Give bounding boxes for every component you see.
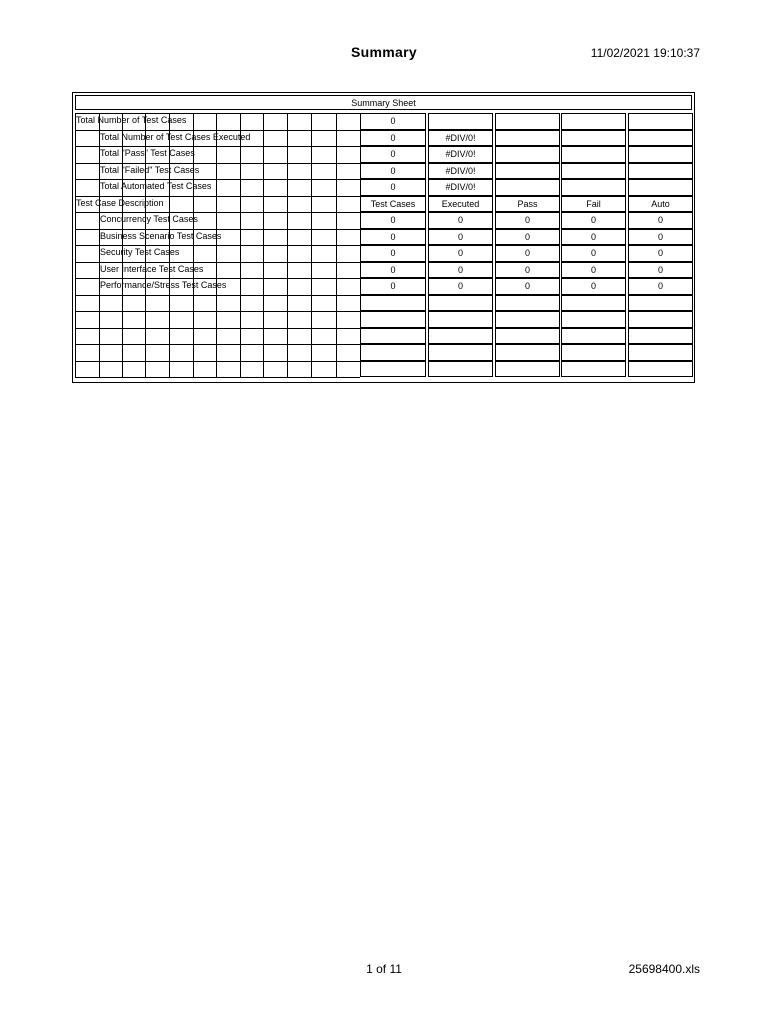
total-row-label: Total "Failed" Test Cases: [100, 164, 200, 175]
test-case-value-cell: [428, 311, 493, 328]
total-count-cell: 0: [360, 163, 426, 180]
test-case-value-cell: [360, 295, 426, 312]
empty-cell: [561, 146, 626, 163]
sheet-title: Summary Sheet: [75, 95, 692, 110]
grid-vline: [75, 113, 76, 377]
test-case-value-cell: 0: [495, 278, 560, 295]
test-case-value-cell: 0: [561, 278, 626, 295]
test-case-value-cell: 0: [428, 229, 493, 246]
empty-cell: [495, 146, 560, 163]
test-case-value-cell: [428, 344, 493, 361]
test-case-value-cell: [495, 311, 560, 328]
empty-cell: [495, 113, 560, 130]
empty-cell: [495, 179, 560, 196]
column-header: Auto: [628, 196, 693, 213]
test-case-value-cell: [561, 361, 626, 378]
test-case-row-label: Performance/Stress Test Cases: [100, 280, 227, 290]
test-case-row-label: Business Scenario Test Cases: [100, 230, 222, 241]
total-count-cell: 0: [360, 130, 426, 147]
file-name: 25698400.xls: [628, 962, 700, 976]
test-case-value-cell: 0: [628, 212, 693, 229]
empty-cell: [495, 163, 560, 180]
grid-vline: [263, 113, 264, 377]
test-case-value-cell: 0: [495, 229, 560, 246]
summary-sheet: [72, 92, 695, 383]
test-case-value-cell: [561, 311, 626, 328]
column-header: Pass: [495, 196, 560, 213]
test-case-value-cell: [495, 328, 560, 345]
test-case-value-cell: [561, 328, 626, 345]
test-case-value-cell: 0: [360, 212, 426, 229]
grid-hline: [75, 377, 360, 378]
column-header: Executed: [428, 196, 493, 213]
test-case-value-cell: 0: [428, 212, 493, 229]
test-case-value-cell: [495, 295, 560, 312]
total-rate-cell: [428, 113, 493, 130]
grid-hline: [75, 328, 360, 329]
test-case-value-cell: [495, 361, 560, 378]
total-row-label: Total Number of Test Cases: [76, 115, 187, 125]
test-case-value-cell: [360, 344, 426, 361]
total-rate-cell: #DIV/0!: [428, 163, 493, 180]
test-case-value-cell: [628, 295, 693, 312]
test-case-row-label: Security Test Cases: [100, 247, 180, 257]
test-case-value-cell: 0: [561, 262, 626, 279]
page-number: 1 of 11: [366, 962, 402, 976]
description-header: Test Case Description: [76, 197, 164, 208]
empty-cell: [561, 113, 626, 130]
grid-vline: [336, 113, 337, 377]
grid-vline: [216, 113, 217, 377]
test-case-value-cell: 0: [561, 212, 626, 229]
total-rate-cell: #DIV/0!: [428, 146, 493, 163]
total-row-label: Total "Pass" Test Cases: [100, 148, 195, 158]
test-case-value-cell: [628, 361, 693, 378]
test-case-value-cell: 0: [561, 229, 626, 246]
test-case-value-cell: 0: [360, 262, 426, 279]
grid-hline: [75, 344, 360, 345]
column-header: Test Cases: [360, 196, 426, 213]
total-count-cell: 0: [360, 146, 426, 163]
test-case-value-cell: 0: [495, 262, 560, 279]
empty-cell: [561, 179, 626, 196]
empty-cell: [561, 163, 626, 180]
page-title: Summary: [351, 44, 417, 60]
empty-cell: [628, 179, 693, 196]
test-case-value-cell: 0: [561, 245, 626, 262]
test-case-value-cell: 0: [628, 262, 693, 279]
empty-cell: [628, 146, 693, 163]
grid-vline: [240, 113, 241, 377]
test-case-row-label: User Interface Test Cases: [100, 263, 204, 274]
grid-hline: [75, 311, 360, 312]
test-case-value-cell: [495, 344, 560, 361]
grid-vline: [311, 113, 312, 377]
test-case-value-cell: 0: [428, 245, 493, 262]
test-case-value-cell: [628, 344, 693, 361]
test-case-value-cell: 0: [628, 229, 693, 246]
total-rate-cell: #DIV/0!: [428, 179, 493, 196]
total-rate-cell: #DIV/0!: [428, 130, 493, 147]
test-case-value-cell: [360, 361, 426, 378]
test-case-value-cell: [360, 328, 426, 345]
test-case-value-cell: 0: [360, 245, 426, 262]
test-case-value-cell: 0: [360, 278, 426, 295]
empty-cell: [628, 130, 693, 147]
test-case-row-label: Concurrency Test Cases: [100, 214, 198, 224]
test-case-value-cell: 0: [495, 245, 560, 262]
test-case-value-cell: [628, 311, 693, 328]
total-count-cell: 0: [360, 113, 426, 130]
total-count-cell: 0: [360, 179, 426, 196]
grid-vline: [287, 113, 288, 377]
total-row-label: Total Automated Test Cases: [100, 181, 212, 191]
empty-cell: [628, 113, 693, 130]
test-case-value-cell: [428, 328, 493, 345]
test-case-value-cell: [561, 344, 626, 361]
grid-hline: [75, 295, 360, 296]
test-case-value-cell: [428, 361, 493, 378]
test-case-value-cell: [360, 311, 426, 328]
test-case-value-cell: 0: [428, 262, 493, 279]
test-case-value-cell: [561, 295, 626, 312]
empty-cell: [561, 130, 626, 147]
test-case-value-cell: 0: [360, 229, 426, 246]
empty-cell: [628, 163, 693, 180]
timestamp: 11/02/2021 19:10:37: [590, 46, 700, 60]
test-case-value-cell: 0: [628, 245, 693, 262]
test-case-value-cell: 0: [428, 278, 493, 295]
test-case-value-cell: [628, 328, 693, 345]
column-header: Fail: [561, 196, 626, 213]
test-case-value-cell: [428, 295, 493, 312]
test-case-value-cell: 0: [628, 278, 693, 295]
test-case-value-cell: 0: [495, 212, 560, 229]
grid-hline: [75, 361, 360, 362]
empty-cell: [495, 130, 560, 147]
total-row-label: Total Number of Test Cases Executed: [100, 131, 251, 142]
